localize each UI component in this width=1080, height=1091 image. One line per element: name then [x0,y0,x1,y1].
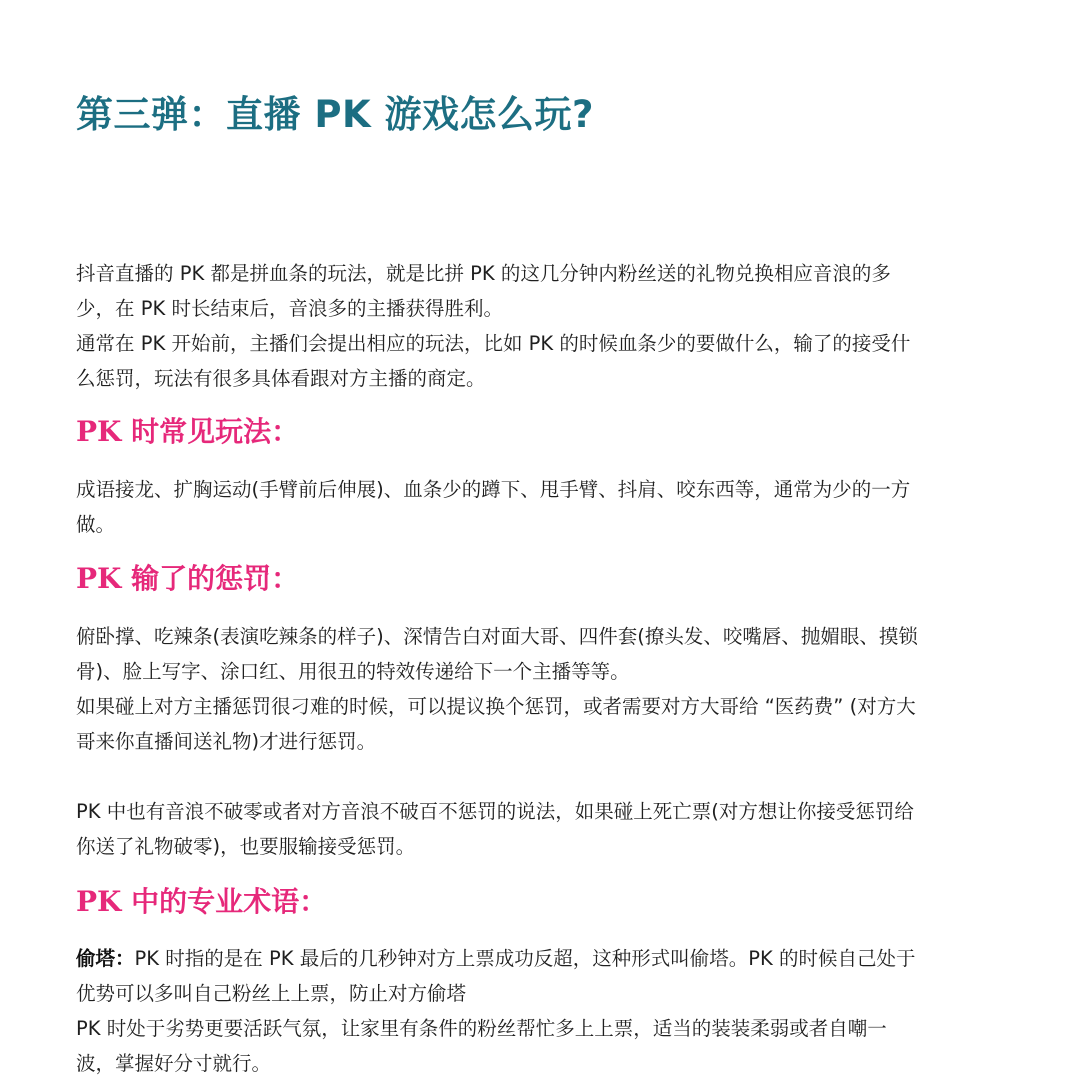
penalty-line-3: 如果碰上对方主播惩罚很刁难的时候，可以提议换个惩罚，或者需要对方大哥给 “医药费” (对方大 [76,695,916,718]
penalty-line-4: 哥来你直播间送礼物)才进行惩罚。 [76,730,377,753]
intro-line-1: 抖音直播的 PK 都是拼血条的玩法，就是比拼 PK 的这几分钟内粉丝送的礼物兑换相应音浪的多 [76,262,891,285]
page-title: 第三弹：直播 PK 游戏怎么玩? [76,93,595,136]
intro-paragraph [76,256,1016,396]
penalty-line-2: 骨)、脸上写字、涂口红、用很丑的特效传递给下一个主播等等。 [76,660,630,683]
penalty-paragraph [76,619,1016,759]
intro-line-2: 少，在 PK 时长结束后，音浪多的主播获得胜利。 [76,297,503,320]
intro-line-3: 通常在 PK 开始前，主播们会提出相应的玩法，比如 PK 的时候血条少的要做什么，输了的接受什 [76,332,911,355]
terms-line-4: 波，掌握好分寸就行。 [76,1052,272,1075]
penalty-extra-paragraph [76,794,1016,864]
terms-line-3: PK 时处于劣势更要活跃气氛，让家里有条件的粉丝帮忙多上上票，适当的装装柔弱或者自嘲一 [76,1017,887,1040]
terms-line-1 [76,941,1016,976]
section-heading-terms: PK 中的专业术语： [76,885,328,918]
penalty-extra-line-1: PK 中也有音浪不破零或者对方音浪不破百不惩罚的说法，如果碰上死亡票(对方想让你接受惩罚给 [76,800,914,823]
section-heading-common-play: PK 时常见玩法： [76,415,300,448]
penalty-line-1: 俯卧撑、吃辣条(表演吃辣条的样子)、深情告白对面大哥、四件套(撩头发、咬嘴唇、抛媚眼、摸锁 [76,625,918,648]
common-play-paragraph [76,472,1016,542]
common-play-line-2: 做。 [76,513,116,536]
term-definition: PK 时指的是在 PK 最后的几秒钟对方上票成功反超，这种形式叫偷塔。PK 的时候自己处于 [134,947,916,970]
section-heading-penalty: PK 输了的惩罚： [76,562,300,595]
term-label-tou-ta: 偷塔： [76,947,135,970]
terms-paragraph [76,941,1016,1081]
penalty-extra-line-2: 你送了礼物破零)，也要服输接受惩罚。 [76,835,416,858]
intro-line-4: 么惩罚，玩法有很多具体看跟对方主播的商定。 [76,367,486,390]
terms-line-2: 优势可以多叫自己粉丝上上票，防止对方偷塔 [76,982,467,1005]
common-play-line-1: 成语接龙、扩胸运动(手臂前后伸展)、血条少的蹲下、甩手臂、抖肩、咬东西等，通常为少的一方 [76,478,911,501]
